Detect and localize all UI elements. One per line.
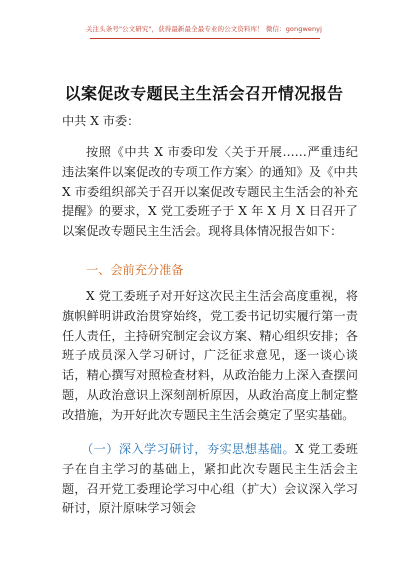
section-1-paragraph: X 党工委班子对开好这次民主生活会高度重视，将旗帜鲜明讲政治贯穿始终，党工委书记切实履行第一责任人责任，主持研究制定会议方案、精心组织安排；各班子成员深入学习研讨，广泛征求意见，逐一谈心谈话，精心撰写对照检查材料，从政治能力上深入查摆问题，从政治意识上深刻剖析原因，从政治高度上制定整改措施，为开好此次专题民主生活会奠定了坚实基础。	[62, 289, 358, 422]
promo-banner: 关注头条号"公文研究"，获得最新最全最专业的公文资料库！ 微信：gongwenyj	[85, 25, 323, 33]
document-title: 以案促改专题民主生活会召开情况报告	[64, 84, 344, 103]
subsection-1-paragraph	[62, 440, 358, 519]
intro-paragraph: 按照《中共 X 市委印发〈关于开展……严重违纪违法案件以案促改的专项工作方案〉的通知》及《中共 X 市委组织部关于召开以案促改专题民主生活会的补充提醒》的要求，X 党工委班子于 X 年 X 月 X 日召开了以案促改专题民主生活会。现将具体情况报告如下：	[62, 145, 358, 239]
banner-underline	[90, 38, 320, 39]
section-heading-preparation: 一、会前充分准备	[86, 263, 184, 277]
subsection-heading-study: （一）深入学习研讨，夯实思想基础。	[87, 442, 296, 456]
salutation: 中共 X 市委：	[62, 114, 140, 128]
subsection-1-text: X 党工委班子在自主学习的基础上，紧扣此次专题民主生活会主题，召开党工委理论学习中心组（扩大）会议深入学习研讨，原汁原味学习领会	[62, 442, 358, 516]
